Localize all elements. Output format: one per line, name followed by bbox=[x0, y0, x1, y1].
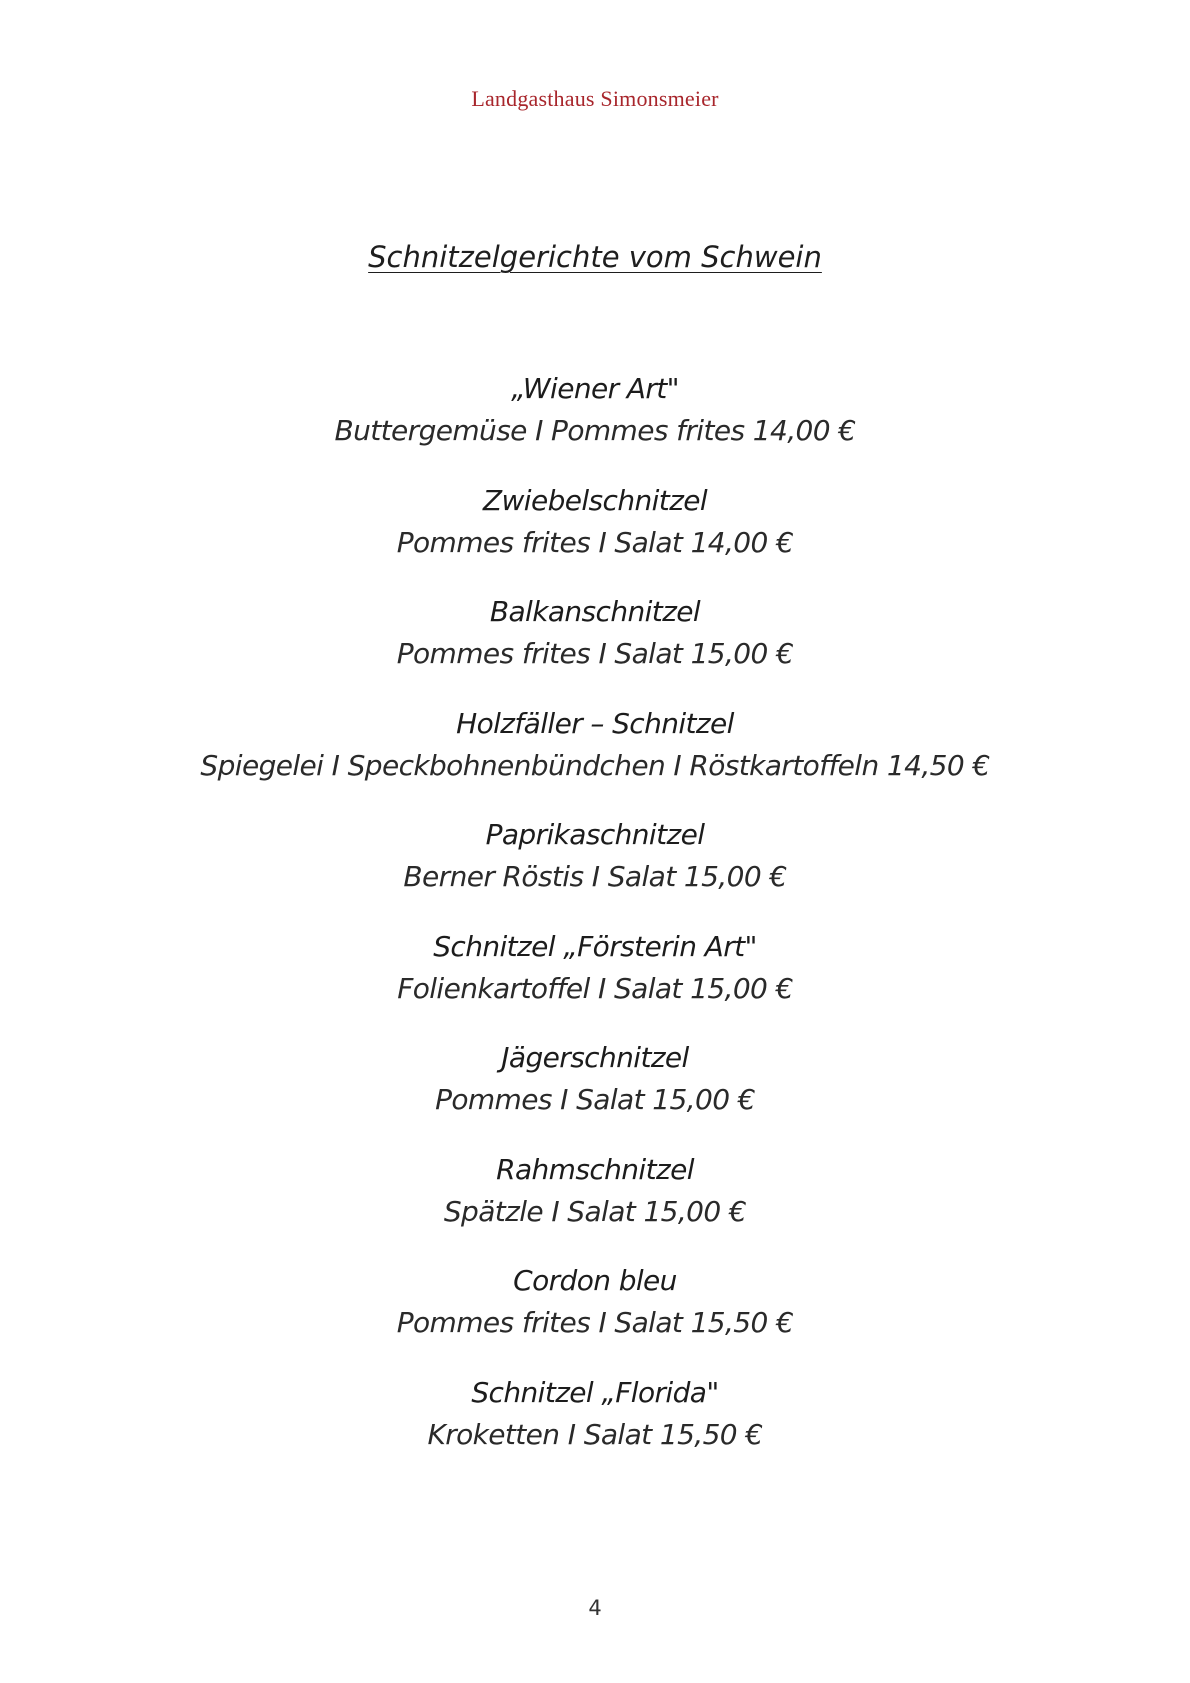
menu-item-name: Schnitzel „Försterin Art" bbox=[433, 929, 757, 963]
menu-item bbox=[0, 1372, 1190, 1484]
menu-item bbox=[0, 703, 1190, 815]
menu-item-description: Berner Röstis I Salat 15,00 € bbox=[403, 860, 787, 893]
menu-list bbox=[0, 368, 1190, 1483]
menu-item-name: „Wiener Art" bbox=[511, 372, 679, 405]
menu-item bbox=[0, 1149, 1190, 1261]
menu-item-name: Zwiebelschnitzel bbox=[482, 483, 708, 517]
menu-item-name: Paprikaschnitzel bbox=[485, 818, 705, 851]
menu-item bbox=[0, 1037, 1190, 1149]
menu-item-name: Jägerschnitzel bbox=[501, 1041, 689, 1074]
menu-item-description: Buttergemüse I Pommes frites 14,00 € bbox=[334, 414, 856, 447]
menu-item-description: Kroketten I Salat 15,50 € bbox=[427, 1417, 763, 1451]
menu-item-name: Balkanschnitzel bbox=[489, 595, 701, 628]
menu-item bbox=[0, 814, 1190, 926]
menu-item bbox=[0, 368, 1190, 480]
menu-item-name: Schnitzel „Florida" bbox=[471, 1375, 719, 1409]
menu-item-description: Folienkartoffel I Salat 15,00 € bbox=[397, 971, 793, 1005]
menu-item bbox=[0, 1260, 1190, 1372]
menu-item-name: Cordon bleu bbox=[513, 1264, 677, 1297]
section-title bbox=[0, 240, 1190, 274]
menu-item bbox=[0, 591, 1190, 703]
menu-item-description: Spiegelei I Speckbohnenbündchen I Röstkartoffeln 14,50 € bbox=[200, 748, 990, 782]
menu-item-name: Rahmschnitzel bbox=[496, 1152, 694, 1186]
menu-item-description: Pommes frites I Salat 15,50 € bbox=[396, 1306, 794, 1339]
menu-item-description: Pommes I Salat 15,00 € bbox=[435, 1083, 755, 1116]
menu-item-description: Spätzle I Salat 15,00 € bbox=[443, 1194, 747, 1228]
menu-item bbox=[0, 480, 1190, 592]
menu-item-name: Holzfäller – Schnitzel bbox=[456, 706, 734, 740]
restaurant-name: Landgasthaus Simonsmeier bbox=[471, 86, 719, 111]
menu-item-description: Pommes frites I Salat 14,00 € bbox=[396, 525, 794, 559]
section-title-text: Schnitzelgerichte vom Schwein bbox=[368, 240, 822, 274]
menu-item bbox=[0, 926, 1190, 1038]
menu-item-description: Pommes frites I Salat 15,00 € bbox=[396, 637, 794, 670]
page-number: 4 bbox=[588, 1596, 602, 1620]
